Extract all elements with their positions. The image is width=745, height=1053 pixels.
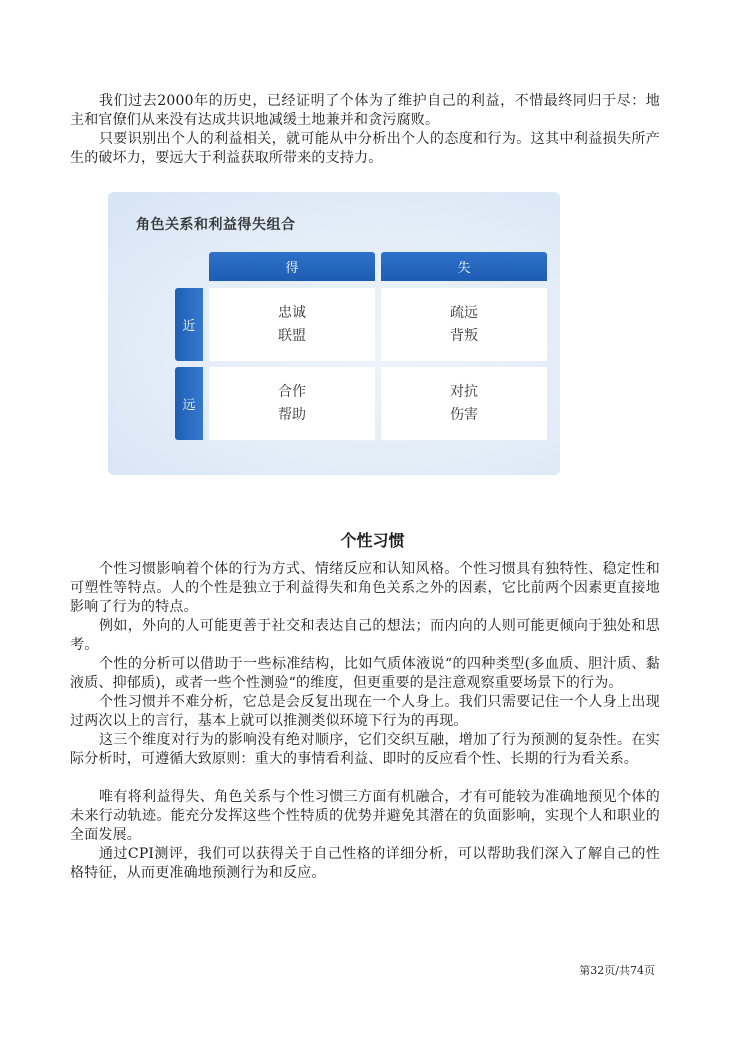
row-header-near: 近 xyxy=(175,288,203,361)
column-header-gain: 得 xyxy=(209,252,375,281)
section-paragraph-5: 这三个维度对行为的影响没有绝对顺序，它们交织互融，增加了行为预测的复杂性。在实际分析时，可遵循大致原则：重大的事情看利益、即时的反应看个性、长期的行为看关系。 xyxy=(70,732,660,767)
cell-far-loss xyxy=(381,367,547,440)
cell-text: 伤害 xyxy=(450,406,478,423)
cell-text: 忠诚 xyxy=(278,304,306,321)
page-number: 第32页/共74页 xyxy=(579,964,655,977)
cell-text: 对抗 xyxy=(450,383,478,400)
cell-far-gain xyxy=(209,367,375,440)
cell-near-loss xyxy=(381,288,547,361)
cell-text: 背叛 xyxy=(450,327,478,344)
column-header-loss: 失 xyxy=(381,252,547,281)
cell-text: 帮助 xyxy=(278,406,306,423)
section-paragraph-1: 个性习惯影响着个体的行为方式、情绪反应和认知风格。个性习惯具有独特性、稳定性和可塑性等特点。人的个性是独立于利益得失和角色关系之外的因素，它比前两个因素更直接地影响了行为的特点。 xyxy=(70,561,660,615)
intro-paragraph-1: 我们过去2000年的历史，已经证明了个体为了维护自己的利益，不惜最终同归于尽：地主和官僚们从来没有达成共识地减缓土地兼并和贪污腐败。 xyxy=(70,93,660,128)
figure-title: 角色关系和利益得失组合 xyxy=(136,217,296,233)
section-heading: 个性习惯 xyxy=(340,531,405,550)
cell-near-gain xyxy=(209,288,375,361)
intro-paragraph-2: 只要识别出个人的利益相关，就可能从中分析出个人的态度和行为。这其中利益损失所产生的破坏力，要远大于利益获取所带来的支持力。 xyxy=(70,131,660,166)
cell-text: 联盟 xyxy=(278,327,306,344)
cell-text: 合作 xyxy=(278,383,306,400)
section-paragraph-6: 唯有将利益得失、角色关系与个性习惯三方面有机融合，才有可能较为准确地预见个体的未来行动轨迹。能充分发挥这些个性特质的优势并避免其潜在的负面影响，实现个人和职业的全面发展。 xyxy=(70,789,660,843)
section-paragraph-7: 通过CPI测评，我们可以获得关于自己性格的详细分析，可以帮助我们深入了解自己的性格特征，从而更准确地预测行为和反应。 xyxy=(70,846,660,881)
row-header-far: 远 xyxy=(175,367,203,440)
cell-text: 疏远 xyxy=(450,304,478,321)
section-paragraph-4: 个性习惯并不难分析，它总是会反复出现在一个人身上。我们只需要记住一个人身上出现过两次以上的言行，基本上就可以推测类似环境下行为的再现。 xyxy=(70,694,660,729)
role-interest-figure xyxy=(108,192,560,475)
section-paragraph-2: 例如，外向的人可能更善于社交和表达自己的想法；而内向的人则可能更倾向于独处和思考。 xyxy=(70,618,660,653)
section-paragraph-3: 个性的分析可以借助于一些标准结构，比如气质体液说“的四种类型(多血质、胆汁质、黏液质、抑郁质)，或者一些个性测验“的维度，但更重要的是注意观察重要场景下的行为。 xyxy=(70,656,660,691)
